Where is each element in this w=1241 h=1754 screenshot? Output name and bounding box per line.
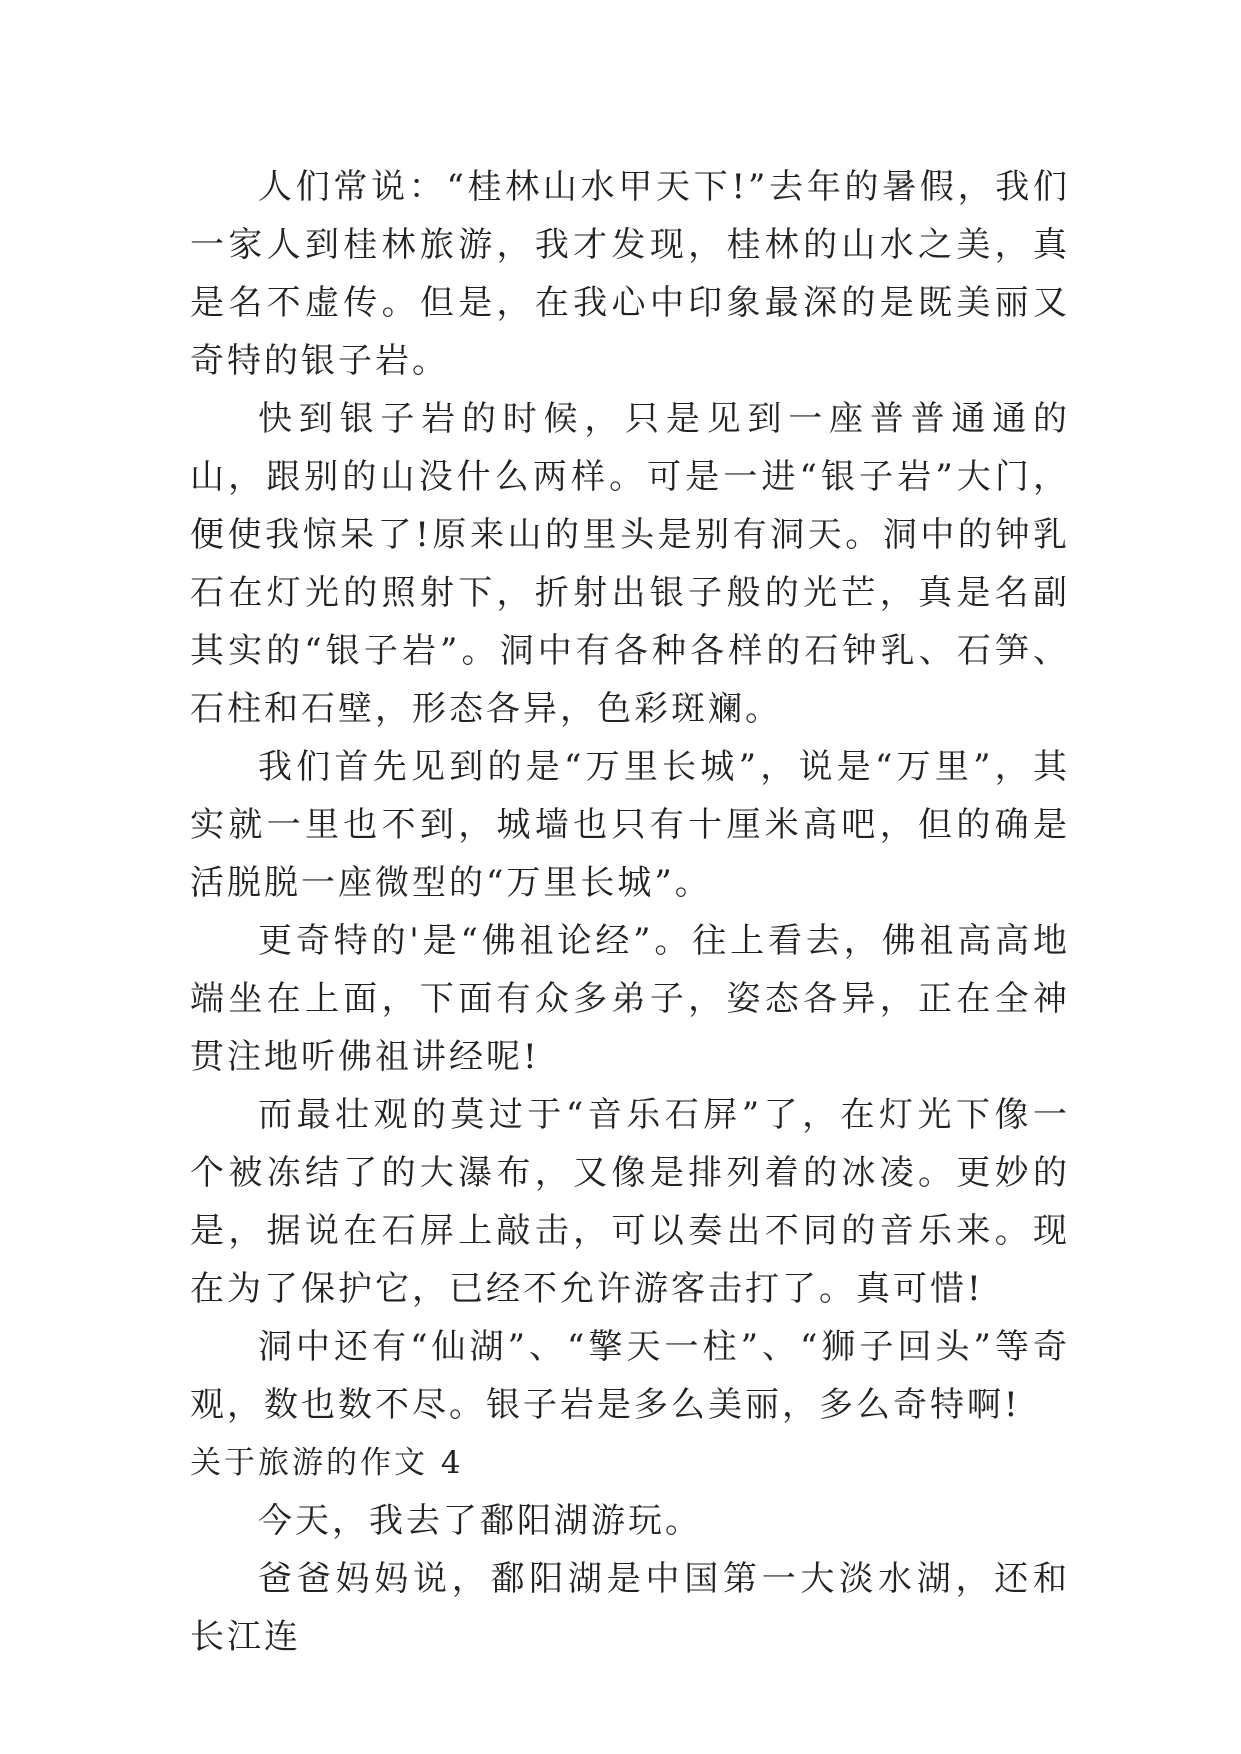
document-body [190, 158, 1070, 1666]
paragraph: 今天，我去了鄱阳湖游玩。 [258, 1501, 702, 1541]
section-heading: 关于旅游的作文 4 [190, 1445, 464, 1481]
paragraph: 人们常说：“桂林山水甲天下!”去年的暑假，我们一家人到桂林旅游，我才发现，桂林的山水之美，真是名不虚传。但是，在我心中印象最深的是既美丽又奇特的银子岩。 [190, 167, 1070, 381]
paragraph: 爸爸妈妈说，鄱阳湖是中国第一大淡水湖，还和长江连 [190, 1559, 1070, 1657]
paragraph: 更奇特的'是“佛祖论经”。往上看去，佛祖高高地端坐在上面，下面有众多弟子，姿态各异，正在全神贯注地听佛祖讲经呢! [190, 921, 1070, 1077]
paragraph: 洞中还有“仙湖”、“擎天一柱”、“狮子回头”等奇观，数也数不尽。银子岩是多么美丽，多么奇特啊! [190, 1327, 1070, 1425]
paragraph: 而最壮观的莫过于“音乐石屏”了，在灯光下像一个被冻结了的大瀑布，又像是排列着的冰凌。更妙的是，据说在石屏上敲击，可以奏出不同的音乐来。现在为了保护它，已经不允许游客击打了。真可惜! [190, 1095, 1070, 1309]
paragraph: 我们首先见到的是“万里长城”，说是“万里”，其实就一里也不到，城墙也只有十厘米高吧，但的确是活脱脱一座微型的“万里长城”。 [190, 747, 1070, 903]
paragraph: 快到银子岩的时候，只是见到一座普普通通的山，跟别的山没什么两样。可是一进“银子岩”大门，便使我惊呆了!原来山的里头是别有洞天。洞中的钟乳石在灯光的照射下，折射出银子般的光芒，真是名副其实的“银子岩”。洞中有各种各样的石钟乳、石笋、石柱和石壁，形态各异，色彩斑斓。 [190, 399, 1070, 729]
